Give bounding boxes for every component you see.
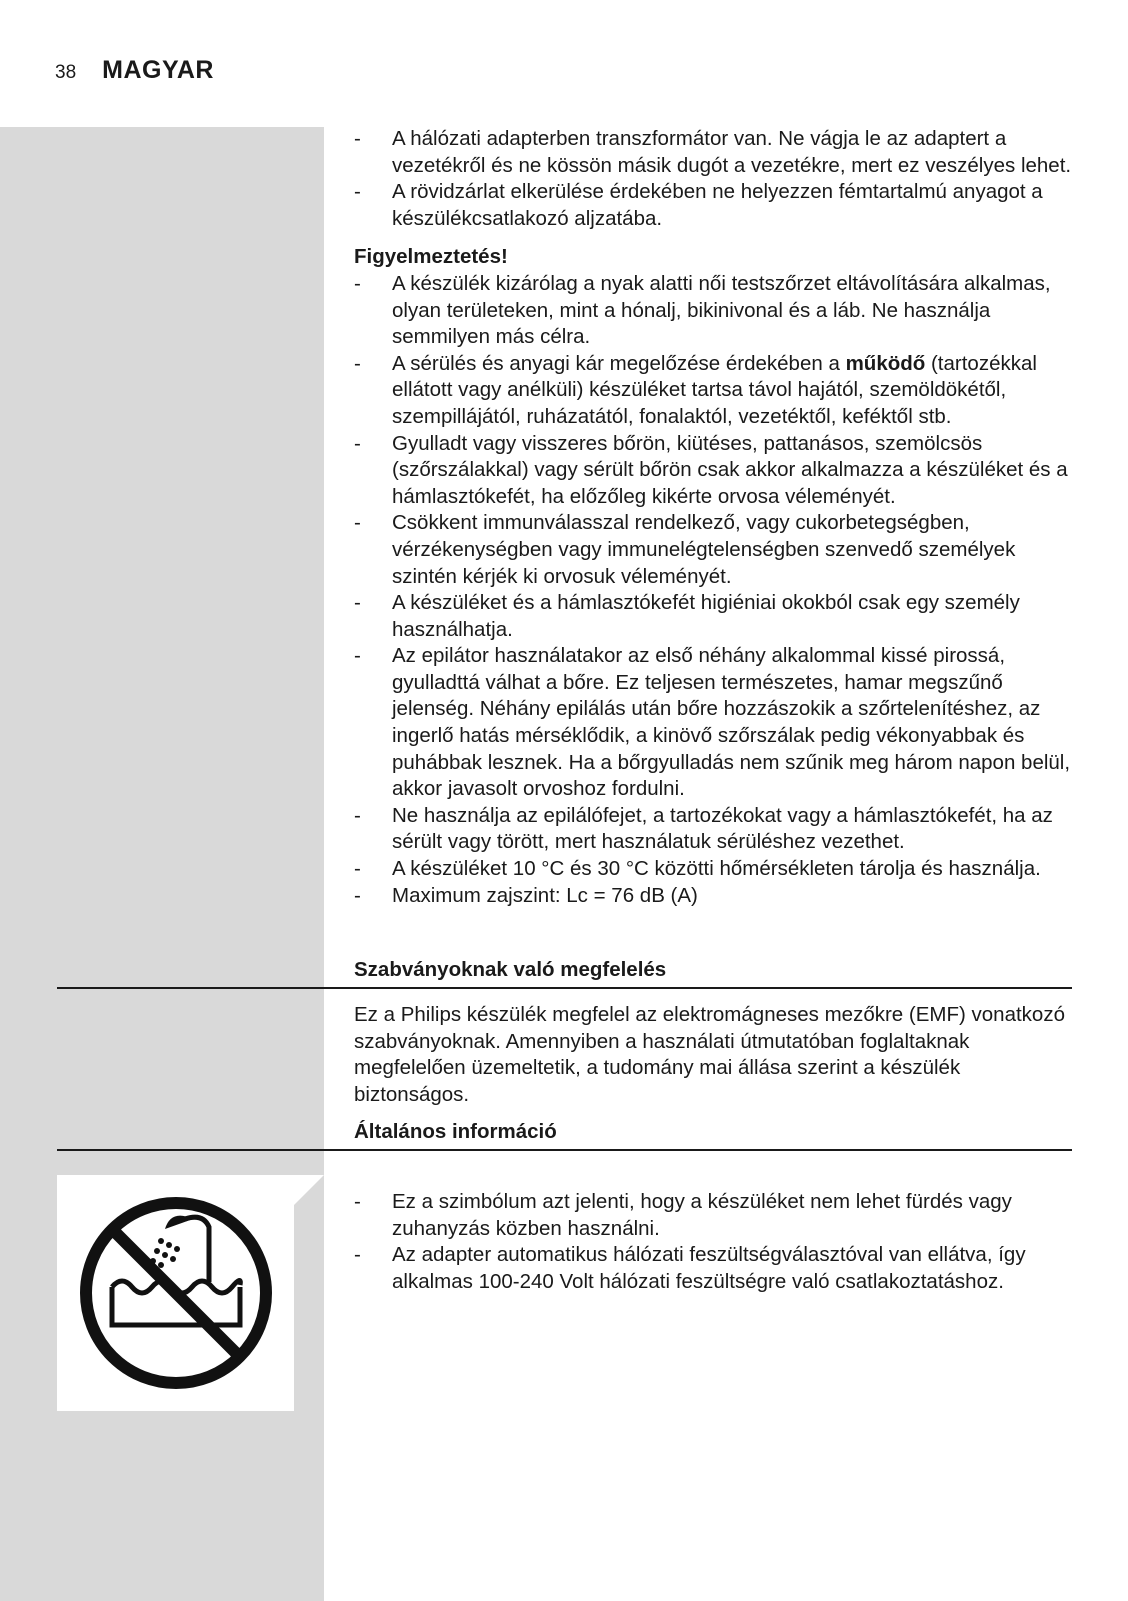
item-text: A sérülés és anyagi kár megelőzése érdekében a xyxy=(392,351,846,375)
standards-heading: Szabványoknak való megfelelés xyxy=(354,958,667,981)
safety-content xyxy=(354,126,1084,909)
list-item: - A hálózati adapterben transzformátor van. Ne vágja le az adaptert a vezetékről és ne kössön másik dugót a vezetékre, mert ez veszélyes lehet. xyxy=(354,126,1084,179)
section-divider xyxy=(57,987,1072,989)
list-item: - Ez a szimbólum azt jelenti, hogy a készüléket nem lehet fürdés vagy zuhanyzás közben használni. xyxy=(354,1189,1084,1242)
warning-list xyxy=(354,271,1084,909)
language-title: MAGYAR xyxy=(102,56,214,84)
standards-text: Ez a Philips készülék megfelel az elektromágneses mezőkre (EMF) vonatkozó szabványoknak. Amennyiben a használati útmutatóban foglaltaknak megfelelően üzemeltetik, a tudomány mai állása szerint a készülék biztonságos. xyxy=(354,1003,1065,1106)
list-item: - Maximum zajszint: Lc = 76 dB (A) xyxy=(354,883,1084,910)
list-item: - A rövidzárlat elkerülése érdekében ne helyezzen fémtartalmú anyagot a készülékcsatlakozó aljzatába. xyxy=(354,179,1084,232)
list-item: - A készüléket és a hámlasztókefét higiéniai okokból csak egy személy használhatja. xyxy=(354,590,1084,643)
no-bath-shower-icon xyxy=(57,1175,294,1411)
list-item: - A készülék kizárólag a nyak alatti női testszőrzet eltávolítására alkalmas, olyan területeken, mint a hónalj, bikinivonal és a láb. Ne használja semmilyen más célra. xyxy=(354,271,1084,351)
list-item xyxy=(354,351,1084,431)
list-item: - A készüléket 10 °C és 30 °C közötti hőmérsékleten tárolja és használja. xyxy=(354,856,1084,883)
symbol-panel xyxy=(57,1175,294,1411)
item-text: (tartozékkal ellátott vagy anélküli) készüléket tartsa távol hajától, szemöldökétől, szempillájától, ruházatától, fonalaktól, vezetéktől, keféktől stb. xyxy=(392,351,1037,428)
list-item: - Csökkent immunválasszal rendelkező, vagy cukorbetegségben, vérzékenységben vagy immunelégtelenségben szenvedő személyek szintén kérjék ki orvosuk véleményét. xyxy=(354,510,1084,590)
list-item: - Gyulladt vagy visszeres bőrön, kiütéses, pattanásos, szemölcsös (szőrszálakkal) vagy sérült bőrön csak akkor alkalmazza a készüléket és a hámlasztókefét, ha előzőleg kikérte orvosa véleményét. xyxy=(354,431,1084,511)
warning-heading: Figyelmeztetés! xyxy=(354,245,508,269)
item-bold-text: működő xyxy=(845,351,926,375)
symbol-pointer xyxy=(294,1175,324,1205)
general-list xyxy=(354,1189,1084,1295)
general-heading: Általános információ xyxy=(354,1120,557,1143)
intro-list xyxy=(354,126,1084,232)
list-item: - Az adapter automatikus hálózati feszültségválasztóval van ellátva, így alkalmas 100-240 Volt hálózati feszültségre való csatlakoztatáshoz. xyxy=(354,1242,1084,1295)
list-item: - Az epilátor használatakor az első néhány alkalommal kissé pirossá, gyulladttá válhat a bőre. Ez teljesen természetes, hamar megszűnő jelenség. Néhány epilálás után bőre hozzászokik a szőrtelenítéshez, az ingerlő hatás mérséklődik, a kinövő szőrszálak pedig vékonyabbak és puhábbak lesznek. Ha a bőrgyulladás nem szűnik meg három napon belül, akkor javasolt orvoshoz fordulni. xyxy=(354,643,1084,803)
page-number: 38 xyxy=(55,62,77,83)
page-header xyxy=(55,56,214,85)
section-divider xyxy=(57,1149,1072,1151)
list-item: - Ne használja az epilálófejet, a tartozékokat vagy a hámlasztókefét, ha az sérült vagy törött, mert használatuk sérüléshez vezethet. xyxy=(354,803,1084,856)
